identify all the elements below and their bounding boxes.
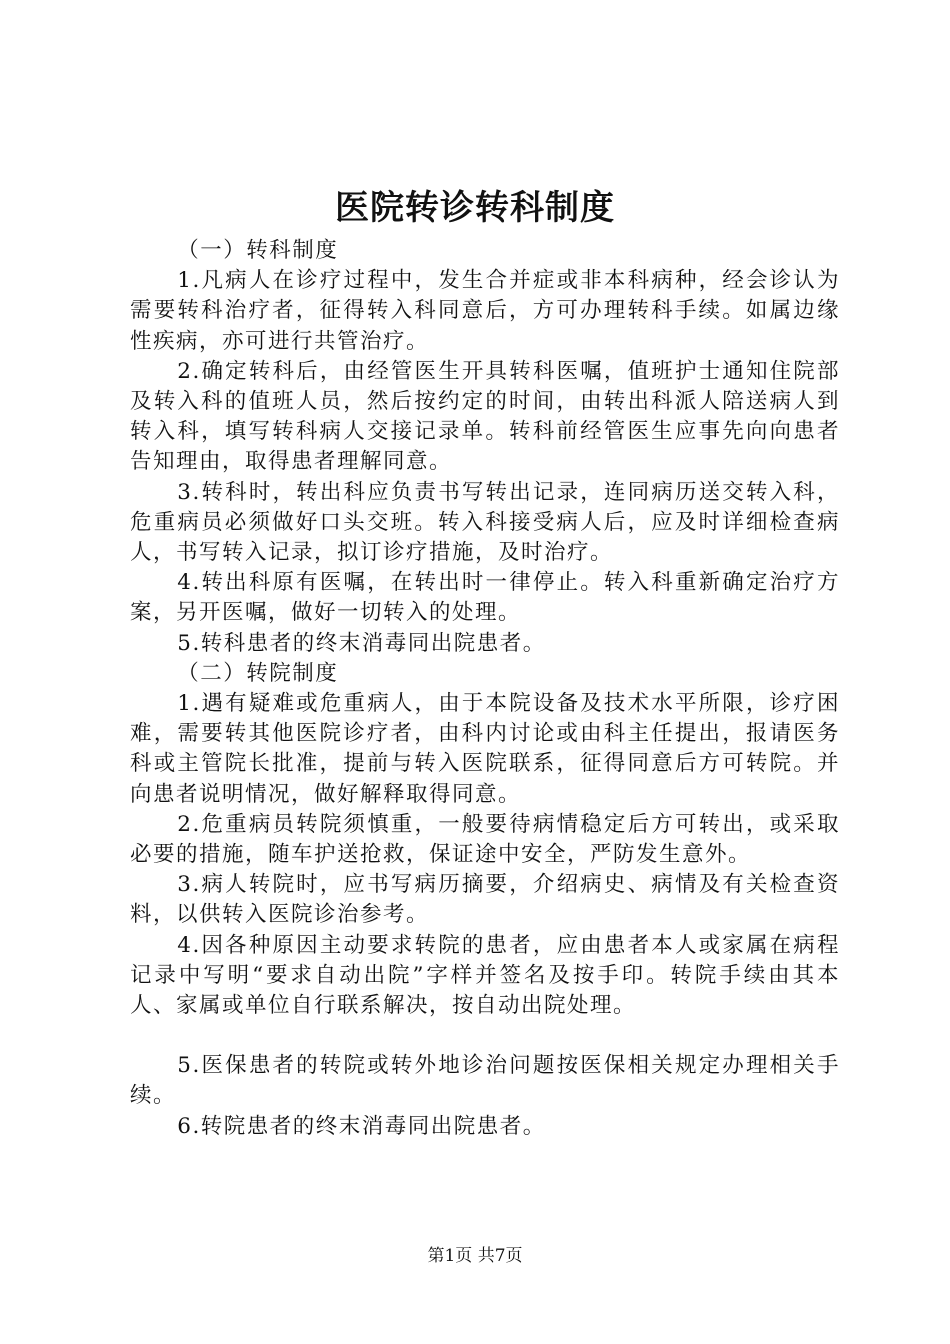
paragraph: 4.转出科原有医嘱，在转出时一律停止。转入科重新确定治疗方案，另开医嘱，做好一切转入的处理。 xyxy=(130,570,840,626)
page-title: 医院转诊转科制度 xyxy=(335,188,615,228)
paragraph: 2.确定转科后，由经管医生开具转科医嘱，值班护士通知住院部及转入科的值班人员，然后按约定的时间，由转出科派人陪送病人到转入科，填写转科病人交接记录单。转科前经管医生应事先向向患者告知理由，取得患者理解同意。 xyxy=(130,358,840,475)
paragraph: 4.因各种原因主动要求转院的患者，应由患者本人或家属在病程记录中写明“要求自动出院”字样并签名及按手印。转院手续由其本人、家属或单位自行联系解决，按自动出院处理。 xyxy=(130,932,840,1019)
paragraph: 5.医保患者的转院或转外地诊治问题按医保相关规定办理相关手续。 xyxy=(130,1053,840,1109)
page-number: 第1页 共7页 xyxy=(427,1246,523,1266)
paragraph: 1.凡病人在诊疗过程中，发生合并症或非本科病种，经会诊认为需要转科治疗者，征得转入科同意后，方可办理转科手续。如属边缘性疾病，亦可进行共管治疗。 xyxy=(130,268,840,354)
document-body xyxy=(130,236,840,1142)
paragraph: 1.遇有疑难或危重病人，由于本院设备及技术水平所限，诊疗困难，需要转其他医院诊疗者，由科内讨论或由科主任提出，报请医务科或主管院长批准，提前与转入医院联系，征得同意后方可转院。并向患者说明情况，做好解释取得同意。 xyxy=(130,691,840,807)
paragraph: 3.转科时，转出科应负责书写转出记录，连同病历送交转入科，危重病员必须做好口头交班。转入科接受病人后，应及时详细检查病人，书写转入记录，拟订诊疗措施，及时治疗。 xyxy=(130,479,840,566)
section-heading-transfer-hospital: （二）转院制度 xyxy=(177,660,339,686)
section-heading-transfer-department: （一）转科制度 xyxy=(177,238,339,263)
paragraph: 3.病人转院时，应书写病历摘要，介绍病史、病情及有关检查资料，以供转入医院诊治参考。 xyxy=(130,872,840,928)
paragraph: 5.转科患者的终末消毒同出院患者。 xyxy=(177,630,546,656)
paragraph: 2.危重病员转院须慎重，一般要待病情稳定后方可转出，或采取必要的措施，随车护送抢救，保证途中安全，严防发生意外。 xyxy=(130,811,840,868)
paragraph: 6.转院患者的终末消毒同出院患者。 xyxy=(177,1113,546,1139)
